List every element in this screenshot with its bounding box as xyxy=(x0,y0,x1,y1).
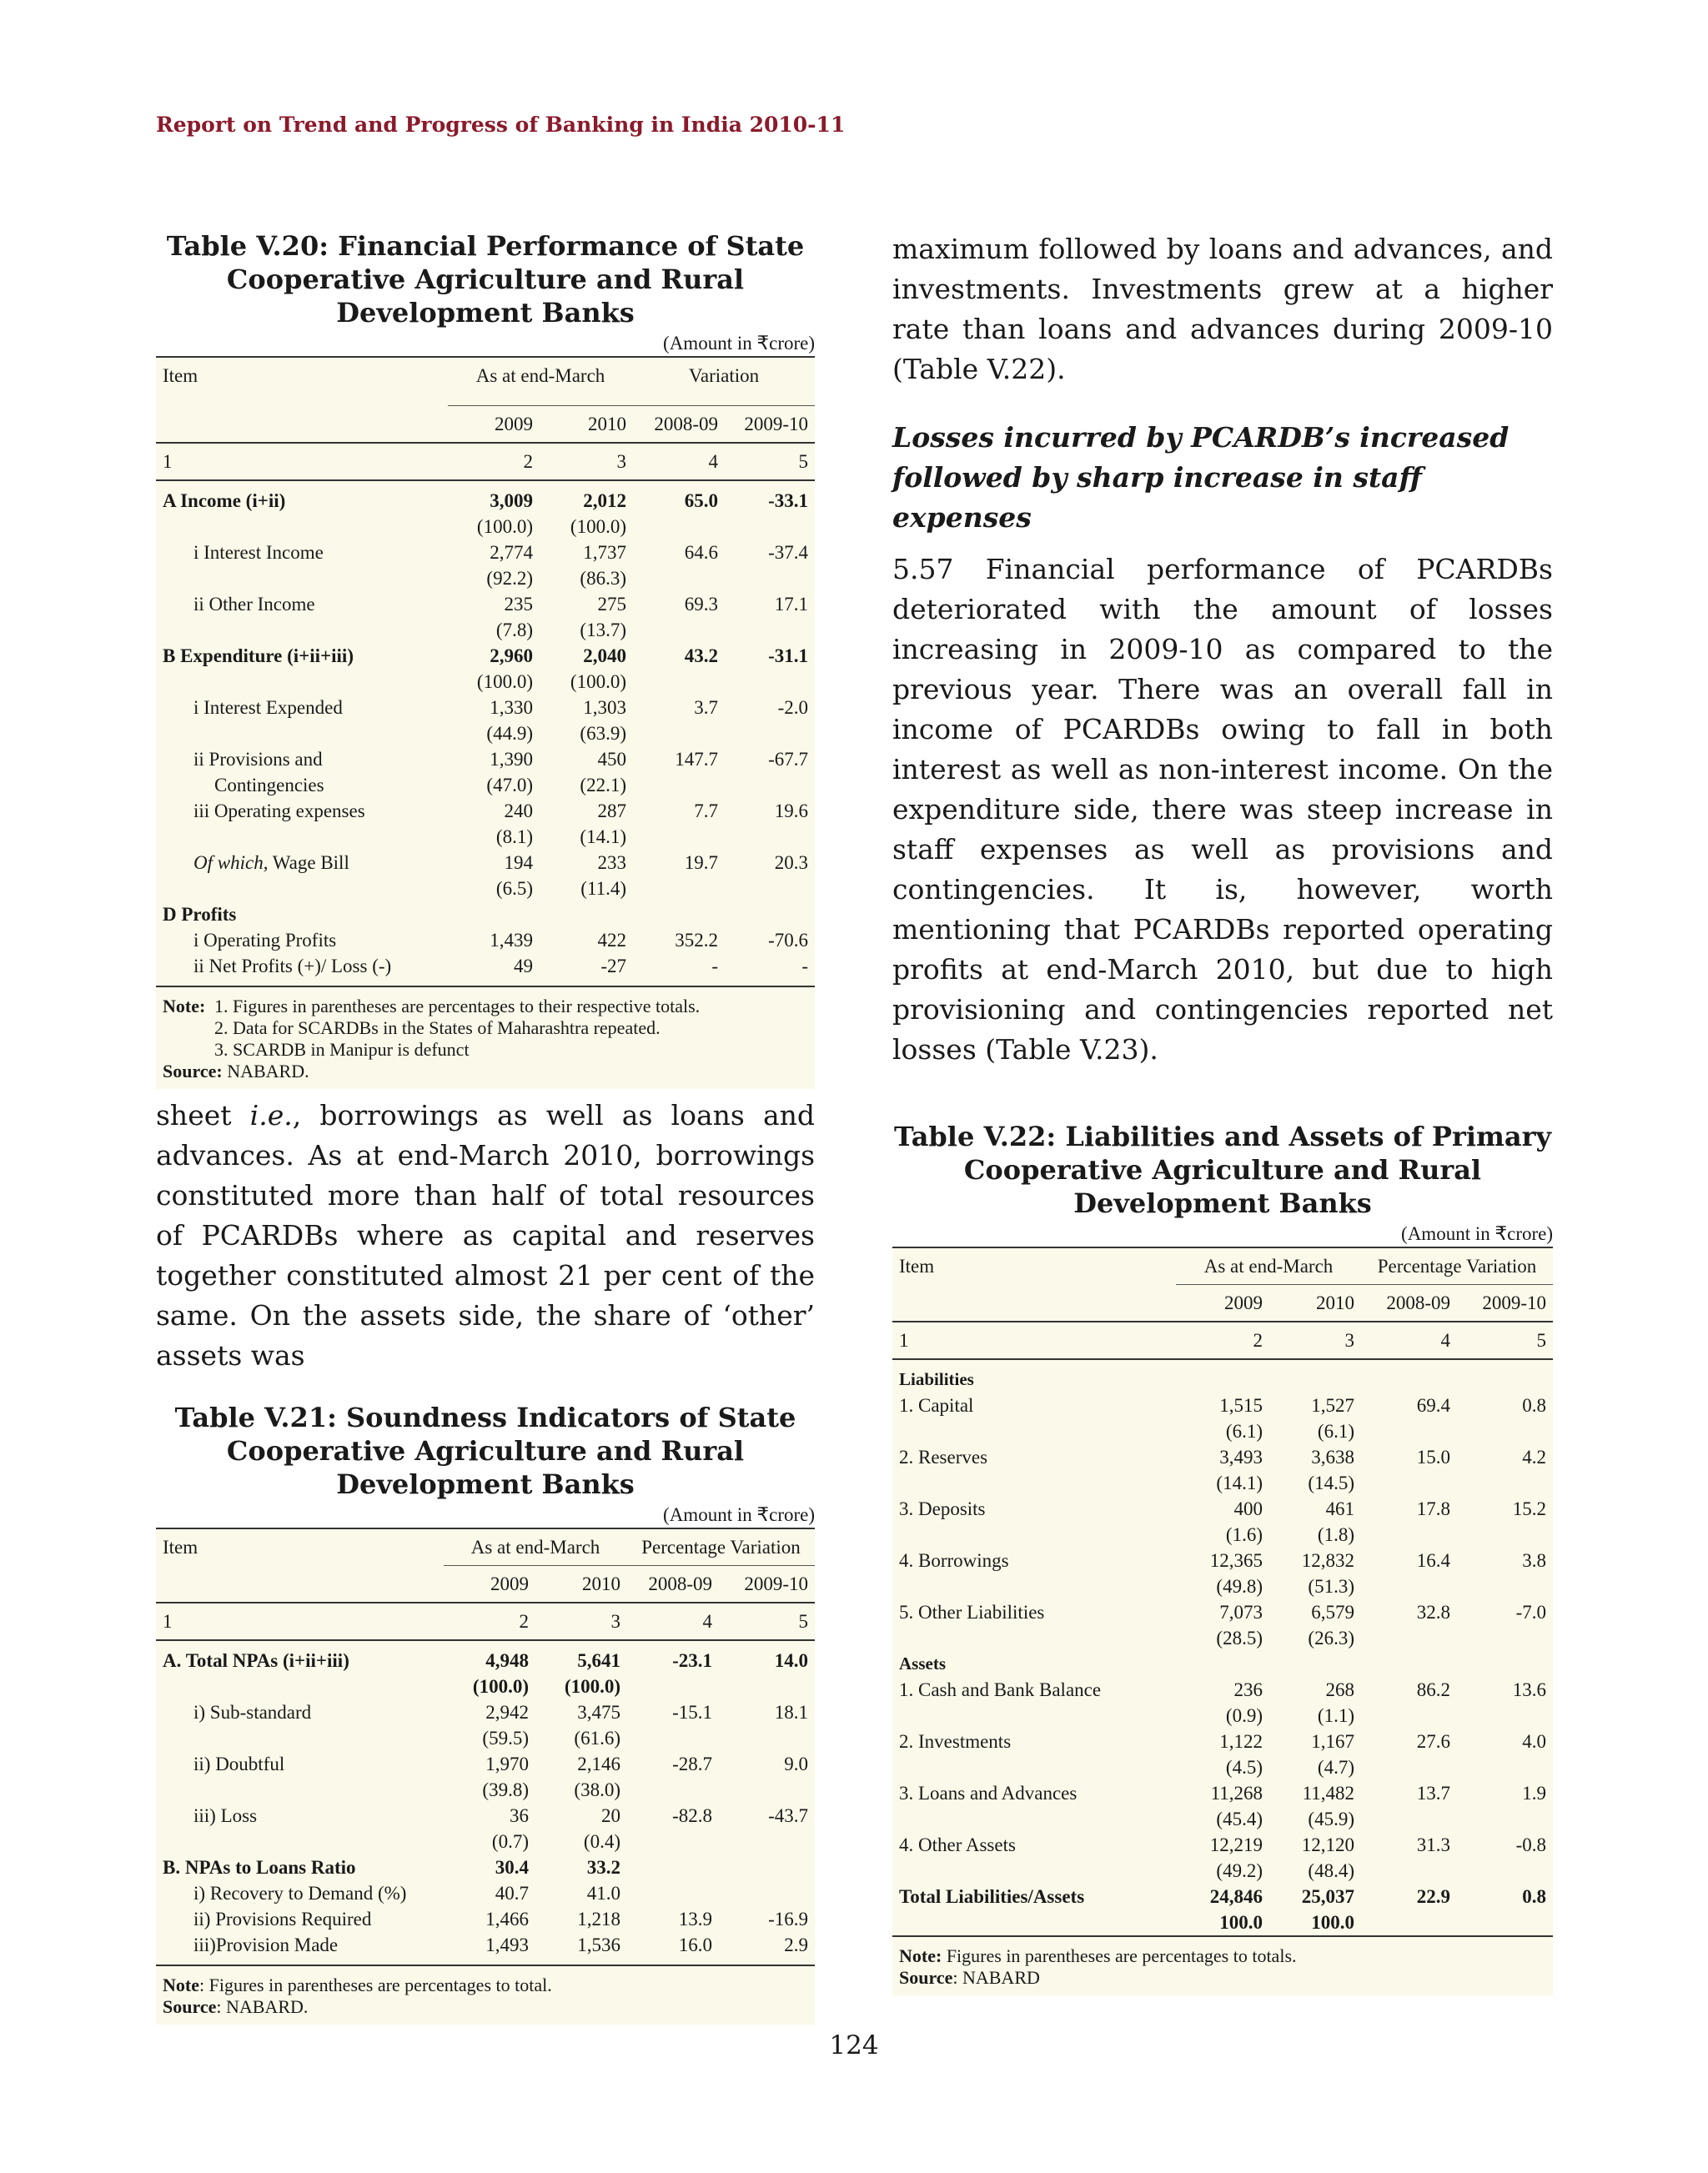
col-number: 5 xyxy=(798,1610,808,1632)
body-paragraph: maximum followed by loans and advances, and investments. Investments grew at a higher rate than loans and advances during 2009-10 (Table V.22). xyxy=(892,233,1553,385)
data-table xyxy=(156,1528,815,1966)
col-number: 5 xyxy=(1536,1330,1546,1351)
table-row: ii Provisions and 1,390 450 147.7 -67.7 xyxy=(193,748,808,770)
table-row: (1.6) (1.8) xyxy=(1225,1524,1354,1545)
body-paragraph: sheet i.e., borrowings as well as loans and advances. As at end-March 2010, borrowings constituted more than half of total resources of PCARDBs where as capital and reserves together constituted almost 21 per cent of the same. On the assets side, the share of ‘other’ assets was xyxy=(156,1098,815,1372)
col-number: 2 xyxy=(1253,1330,1263,1351)
header-year: 2009-10 xyxy=(725,405,815,443)
table-row: (39.8) (38.0) xyxy=(482,1779,620,1800)
header-year: 2008-09 xyxy=(648,1573,712,1594)
total-row: 100.0 100.0 xyxy=(892,1910,1553,1936)
table-title: Table V.21: Soundness Indicators of State Cooperative Agriculture and Rural Development Banks xyxy=(174,1401,796,1500)
table-row: D Profits xyxy=(163,903,237,925)
table-row: (0.7) (0.4) xyxy=(491,1830,620,1852)
table-row: 3. Loans and Advances 11,268 11,482 13.7 1.9 xyxy=(899,1783,1546,1804)
table-v20 xyxy=(156,229,815,1089)
header-item: Item xyxy=(163,365,198,386)
col-number: 5 xyxy=(798,450,808,472)
col-number: 4 xyxy=(1440,1330,1450,1351)
table-row: iii)Provision Made 1,493 1,536 16.0 2.9 xyxy=(156,1932,815,1965)
table-row: (45.4) (45.9) xyxy=(1216,1809,1354,1829)
table-row: (28.5) (26.3) xyxy=(1216,1628,1354,1649)
table-row: ii Net Profits (+)/ Loss (-) 49 -27 - - xyxy=(156,953,815,986)
header-year: 2010 xyxy=(1316,1292,1354,1313)
body-paragraph: 5.57 Financial performance of PCARDBs deteriorated with the amount of losses increasing in 2009-10 as compared to the previous year. There was an overall fall in income of PCARDBs owing to fall in both interest as well as non-interest income. On the expenditure side, there was steep increase in staff expenses as well as provisions and contingencies. It is, however, worth mentioning that PCARDBs reported operating profits at end-March 2010, but due to high provisioning and contingencies reported net losses (Table V.23). xyxy=(892,553,1553,1066)
header-variation: Percentage Variation xyxy=(627,1528,815,1566)
table-row: (49.8) (51.3) xyxy=(1216,1576,1354,1597)
table-row: (0.9) (1.1) xyxy=(1225,1705,1354,1726)
table-row: (44.9) (63.9) xyxy=(486,722,626,744)
table-row: i Interest Expended 1,330 1,303 3.7 -2.0 xyxy=(193,696,808,718)
header-year: 2010 xyxy=(582,1573,620,1594)
table-notes: Note: Figures in parentheses are percentages to totals. Source: NABARD xyxy=(899,1945,1297,1988)
table-row: i) Sub-standard 2,942 3,475 -15.1 18.1 xyxy=(193,1701,808,1723)
table-row: 4. Borrowings 12,365 12,832 16.4 3.8 xyxy=(899,1550,1546,1571)
header-item: Item xyxy=(899,1256,935,1277)
amount-unit: (Amount in ₹crore) xyxy=(663,1503,815,1525)
header-year: 2009-10 xyxy=(744,1573,808,1594)
col-number: 1 xyxy=(163,450,173,472)
table-row: (14.1) (14.5) xyxy=(1216,1473,1354,1493)
table-row: 2. Investments 1,122 1,167 27.6 4.0 xyxy=(899,1731,1546,1752)
table-row: ii) Doubtful 1,970 2,146 -28.7 9.0 xyxy=(193,1753,808,1774)
section-heading: Losses incurred by PCARDB’s increased followed by sharp increase in staff expenses xyxy=(892,421,1510,534)
table-row: (7.8) (13.7) xyxy=(495,619,626,640)
header-year: 2009 xyxy=(1224,1292,1263,1313)
amount-unit: (Amount in ₹crore) xyxy=(663,333,815,354)
col-number: 2 xyxy=(523,450,533,472)
header-year: 2009 xyxy=(448,405,540,443)
table-row: 1. Cash and Bank Balance 236 268 86.2 13.6 xyxy=(899,1679,1546,1700)
col-number: 1 xyxy=(899,1330,909,1351)
table-row: (59.5) (61.6) xyxy=(482,1727,620,1749)
table-row: B Expenditure (i+ii+iii) 2,960 2,040 43.2 -31.1 xyxy=(163,645,808,666)
amount-unit: (Amount in ₹crore) xyxy=(1401,1223,1553,1244)
page-number: 124 xyxy=(829,2030,879,2060)
table-row: (49.2) (48.4) xyxy=(1216,1860,1354,1881)
table-row: ii Other Income 235 275 69.3 17.1 xyxy=(193,593,808,615)
col-number: 1 xyxy=(163,1610,173,1632)
table-row: (100.0) (100.0) xyxy=(476,670,626,692)
table-row: Contingencies (47.0) (22.1) xyxy=(214,774,626,795)
right-column xyxy=(892,229,1553,1995)
col-number: 4 xyxy=(708,450,718,472)
table-notes: Note: 1. Figures in parentheses are percentages to their respective totals. 2. Data for SCARDBs in the States of Maharashtra repeated. 3. SCARDB in Manipur is defunct Source: NABARD. xyxy=(163,995,701,1081)
table-row: (92.2) (86.3) xyxy=(486,567,626,589)
table-row: 5. Other Liabilities 7,073 6,579 32.8 -7.0 xyxy=(899,1602,1546,1623)
table-row: (4.5) (4.7) xyxy=(1225,1757,1354,1778)
left-column xyxy=(156,229,815,2025)
table-row: 2. Reserves 3,493 3,638 15.0 4.2 xyxy=(899,1447,1546,1468)
header-year: 2008-09 xyxy=(1386,1292,1450,1313)
header-variation: Percentage Variation xyxy=(1361,1247,1553,1285)
col-number: 4 xyxy=(702,1610,712,1632)
table-row: 3. Deposits 400 461 17.8 15.2 xyxy=(899,1498,1546,1519)
table-title: Table V.20: Financial Performance of State Cooperative Agriculture and Rural Development Banks xyxy=(166,230,805,329)
running-head: Report on Trend and Progress of Banking in India 2010-11 xyxy=(156,113,846,137)
table-row: (6.5) (11.4) xyxy=(495,877,626,899)
table-row: i Interest Income 2,774 1,737 64.6 -37.4 xyxy=(193,541,808,563)
table-row: B. NPAs to Loans Ratio 30.4 33.2 xyxy=(163,1856,620,1878)
table-row: 4. Other Assets 12,219 12,120 31.3 -0.8 xyxy=(899,1834,1546,1855)
table-v21 xyxy=(156,1401,815,2025)
table-row: (8.1) (14.1) xyxy=(495,826,626,847)
header-variation: Variation xyxy=(688,365,760,386)
col-number: 2 xyxy=(519,1610,529,1632)
table-notes: Note: Figures in parentheses are percentages to total. Source: NABARD. xyxy=(163,1974,552,2017)
col-number: 3 xyxy=(1344,1330,1354,1351)
table-row: (100.0) (100.0) xyxy=(476,515,626,537)
data-table xyxy=(156,356,815,987)
table-row: ii) Provisions Required 1,466 1,218 13.9 -16.9 xyxy=(193,1908,808,1930)
header-item: Item xyxy=(163,1536,198,1558)
table-row: iii) Loss 36 20 -82.8 -43.7 xyxy=(193,1804,808,1826)
table-row: A Income (i+ii) 3,009 2,012 65.0 -33.1 xyxy=(163,489,808,511)
table-row: (6.1) (6.1) xyxy=(1225,1421,1354,1442)
table-row: 1. Capital 1,515 1,527 69.4 0.8 xyxy=(899,1395,1546,1416)
col-number: 3 xyxy=(616,450,626,472)
table-v22 xyxy=(892,1120,1553,1995)
section-label: Assets xyxy=(899,1654,946,1674)
section-label: Liabilities xyxy=(899,1369,974,1389)
table-row: i Operating Profits 1,439 422 352.2 -70.6 xyxy=(193,929,808,951)
table-row: A. Total NPAs (i+ii+iii) 4,948 5,641 -23.1 14.0 xyxy=(163,1649,808,1671)
table-row: iii Operating expenses 240 287 7.7 19.6 xyxy=(193,800,808,821)
header-year: 2009 xyxy=(490,1573,529,1594)
header-year: 2009-10 xyxy=(1482,1292,1546,1313)
data-table xyxy=(892,1247,1553,1937)
table-row: i) Recovery to Demand (%) 40.7 41.0 xyxy=(193,1882,620,1904)
table-row: Of which, Wage Bill 194 233 19.7 20.3 xyxy=(193,851,808,873)
header-asat: As at end-March xyxy=(444,1528,627,1566)
header-year: 2008-09 xyxy=(633,405,725,443)
header-asat: As at end-March xyxy=(1176,1247,1361,1285)
header-asat: As at end-March xyxy=(475,365,605,386)
table-title: Table V.22: Liabilities and Assets of Primary Cooperative Agriculture and Rural Development Banks xyxy=(893,1121,1552,1219)
header-year: 2010 xyxy=(540,405,633,443)
col-number: 3 xyxy=(610,1610,620,1632)
total-row: Total Liabilities/Assets 24,846 25,037 22.9 0.8 xyxy=(899,1886,1546,1907)
table-row: (100.0) (100.0) xyxy=(472,1675,620,1697)
